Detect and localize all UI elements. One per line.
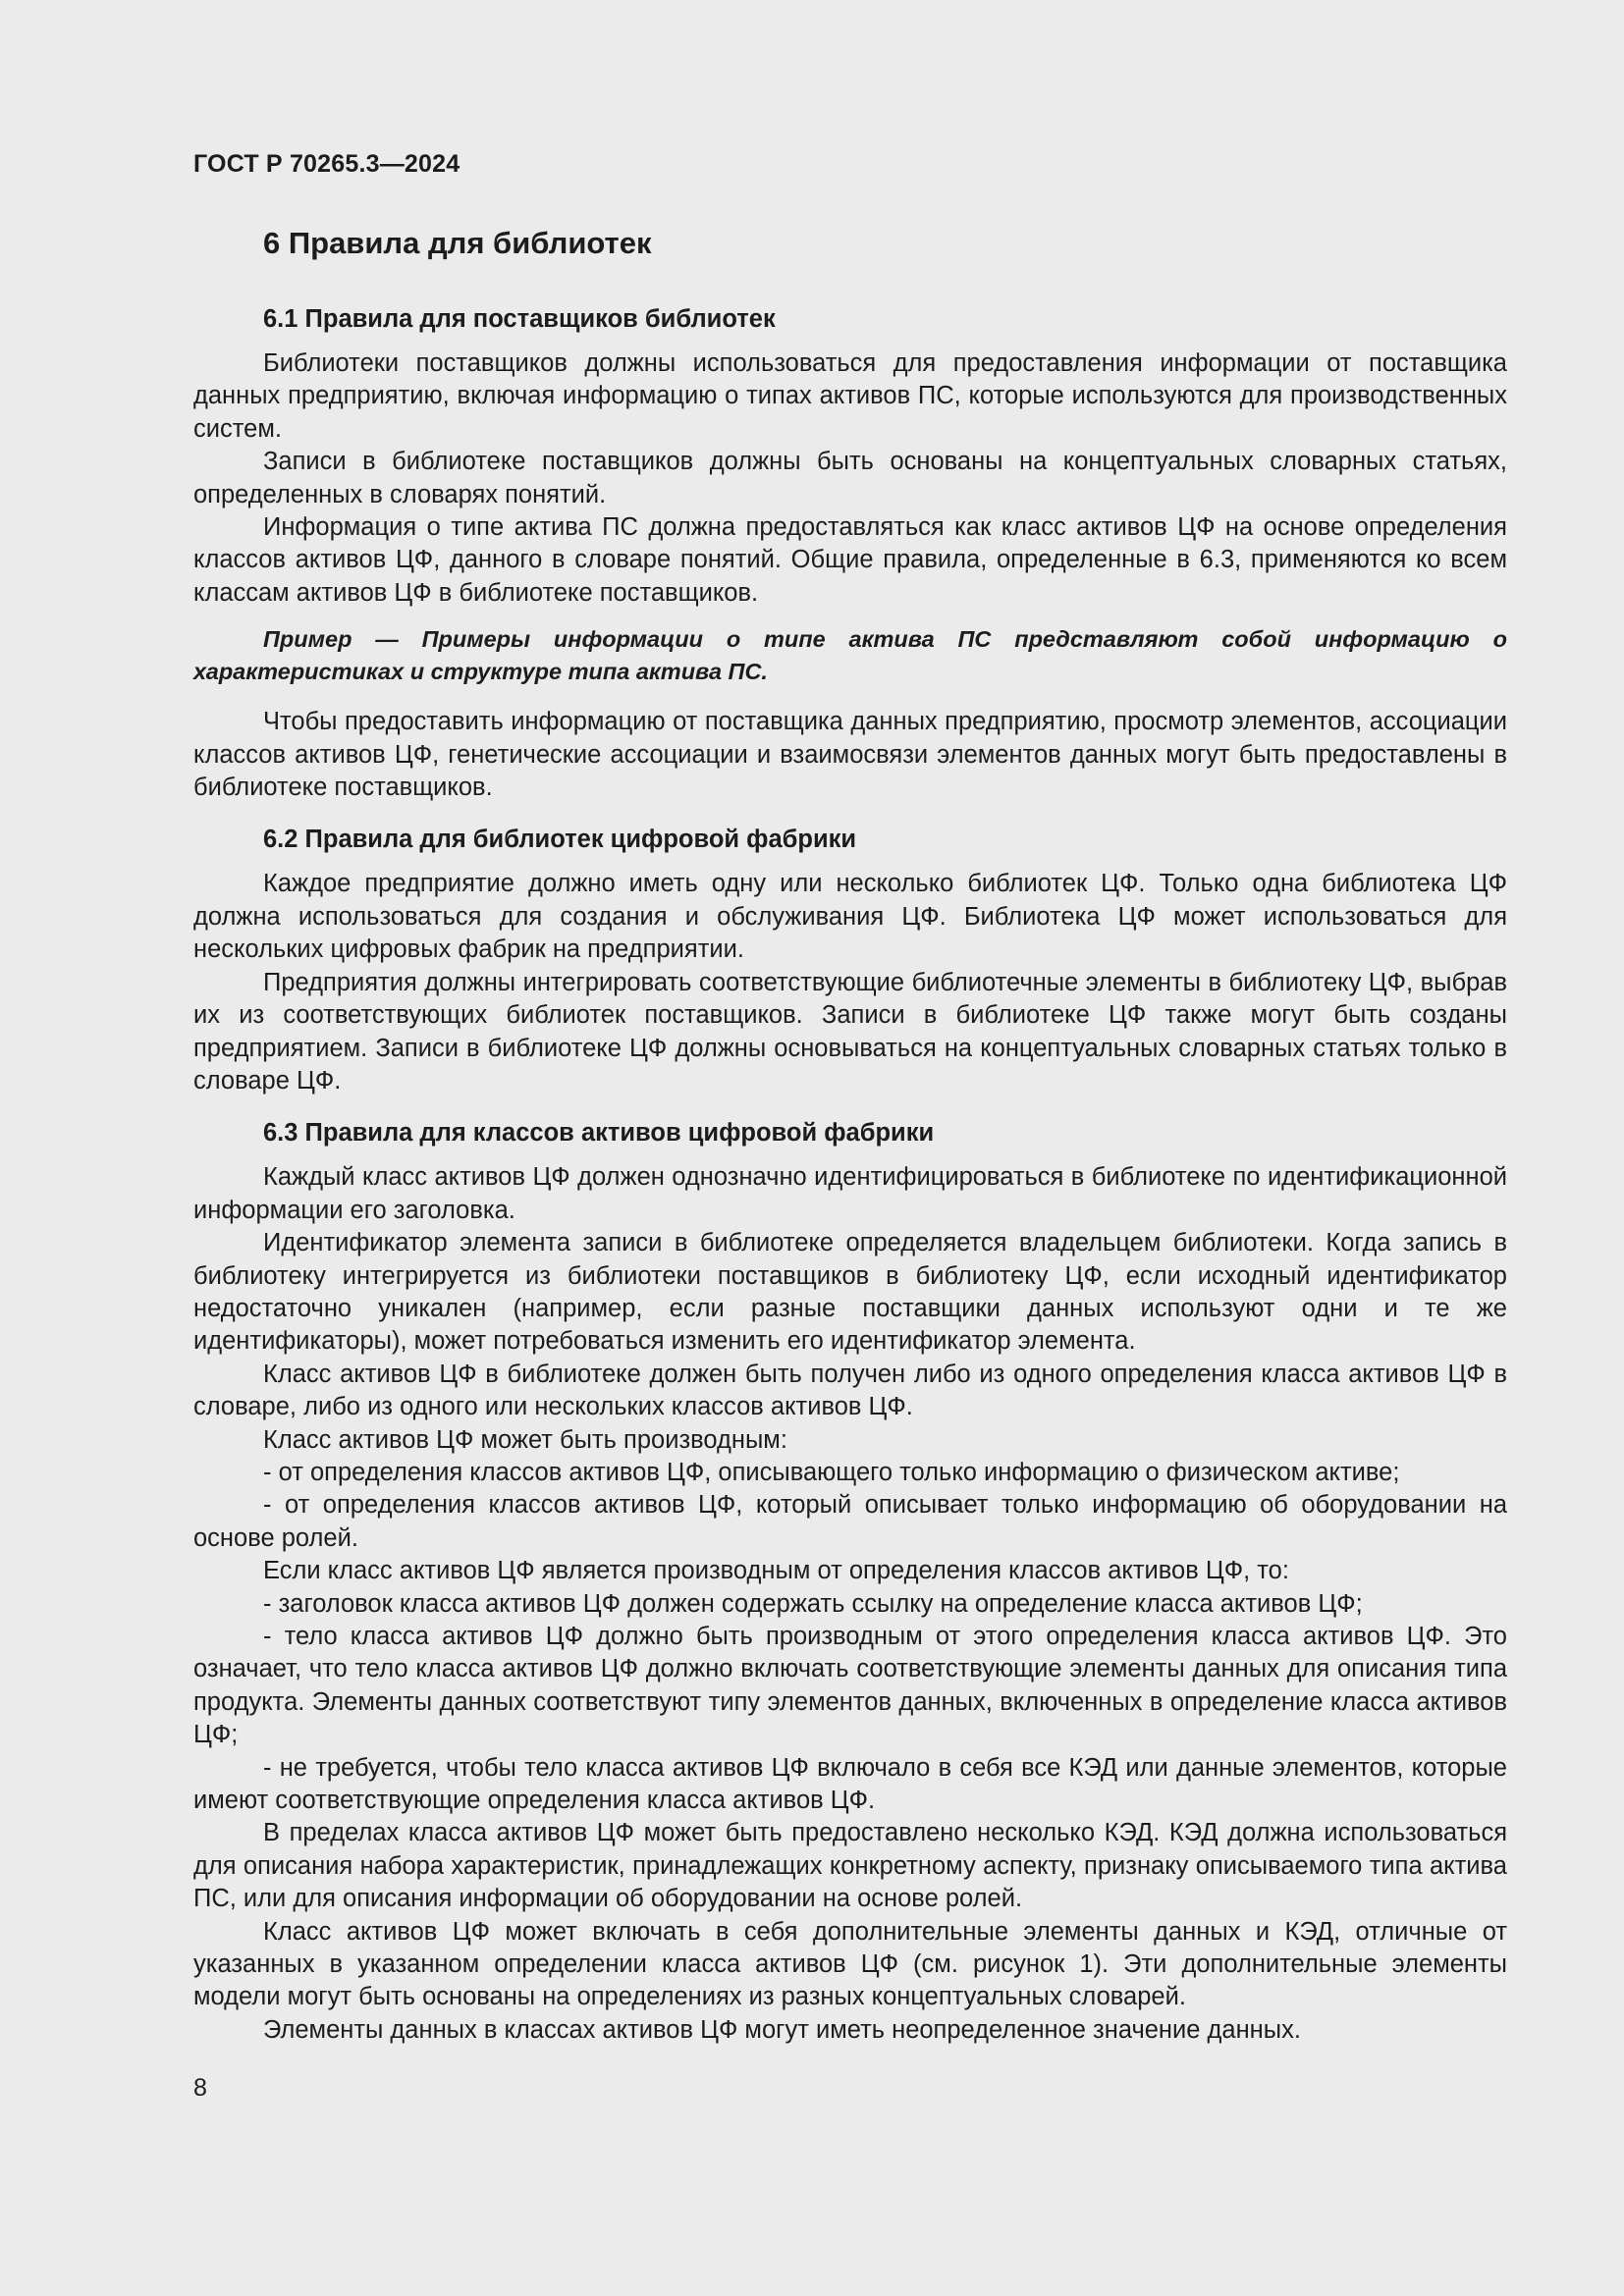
section-6-3-title: 6.3 Правила для классов активов цифровой фабрики [263,1119,935,1148]
paragraph: Идентификатор элемента записи в библиотеке определяется владельцем библиотеки. Когда запись в библиотеку интегрируется из библиотеки поставщиков в библиотеку ЦФ, если исходный идентификатор недостаточно уникален (например, если разные поставщики данных используют одни и те же идентификаторы), может потребоваться изменить его идентификатор элемента. [193,1229,1507,1356]
paragraph: Каждый класс активов ЦФ должен однозначно идентифицироваться в библиотеке по идентификационной информации его заголовка. [193,1163,1507,1224]
list-item: - от определения классов активов ЦФ, описывающего только информацию о физическом активе; [263,1458,1400,1486]
paragraph: Класс активов ЦФ в библиотеке должен быть получен либо из одного определения класса активов ЦФ в словаре, либо из одного или нескольких классов активов ЦФ. [193,1360,1507,1421]
paragraph: Класс активов ЦФ может быть производным: [263,1425,787,1454]
example-note: Пример — Примеры информации о типе актива ПС представляют собой информацию о характеристиках и структуре типа актива ПС. [193,626,1507,685]
list-item: - заголовок класса активов ЦФ должен содержать ссылку на определение класса активов ЦФ; [263,1589,1363,1618]
page-number: 8 [193,2074,207,2102]
section-6-1-title: 6.1 Правила для поставщиков библиотек [263,305,776,333]
section-6-title: 6 Правила для библиотек [263,226,652,260]
paragraph: Библиотеки поставщиков должны использоваться для предоставления информации от поставщика данных предприятию, включая информацию о типах активов ПС, которые используются для производственных систем. [193,349,1507,443]
paragraph: Записи в библиотеке поставщиков должны быть основаны на концептуальных словарных статьях, определенных в словарях понятий. [193,448,1507,508]
paragraph: Каждое предприятие должно иметь одну или несколько библиотек ЦФ. Только одна библиотека ЦФ должна использоваться для создания и обслуживания ЦФ. Библиотека ЦФ может использоваться для нескольких цифровых фабрик на предприятии. [193,870,1507,964]
page-content [193,224,1507,2047]
section-6-2-title: 6.2 Правила для библиотек цифровой фабрики [263,826,857,854]
document-page [193,0,1507,2296]
paragraph: Чтобы предоставить информацию от поставщика данных предприятию, просмотр элементов, ассоциации классов активов ЦФ, генетические ассоциации и взаимосвязи элементов данных могут быть предоставлены в библиотеке поставщиков. [193,708,1507,802]
list-item: - тело класса активов ЦФ должно быть производным от этого определения класса активов ЦФ. Это означает, что тело класса активов ЦФ должно включать соответствующие элементы данных для описания типа продукта. Элементы данных соответствуют типу элементов данных, включенных в определение класса активов ЦФ; [193,1623,1507,1749]
paragraph: Предприятия должны интегрировать соответствующие библиотечные элементы в библиотеку ЦФ, выбрав их из соответствующих библиотек поставщиков. Записи в библиотеке ЦФ также могут быть созданы предприятием. Записи в библиотеке ЦФ должны основываться на концептуальных словарных статьях только в словаре ЦФ. [193,968,1507,1095]
paragraph: Информация о типе актива ПС должна предоставляться как класс активов ЦФ на основе определения классов активов ЦФ, данного в словаре понятий. Общие правила, определенные в 6.3, применяются ко всем классам активов ЦФ в библиотеке поставщиков. [193,513,1507,607]
list-item: - от определения классов активов ЦФ, который описывает только информацию об оборудовании на основе ролей. [193,1491,1507,1552]
list-item: - не требуется, чтобы тело класса активов ЦФ включало в себя все КЭД или данные элементов, которые имеют соответствующие определения класса активов ЦФ. [193,1753,1507,1815]
paragraph: В пределах класса активов ЦФ может быть предоставлено несколько КЭД. КЭД должна использоваться для описания набора характеристик, принадлежащих конкретному аспекту, признаку описываемого типа актива ПС, или для описания информации об оборудовании на основе ролей. [193,1819,1507,1913]
paragraph: Элементы данных в классах активов ЦФ могут иметь неопределенное значение данных. [263,2015,1301,2044]
document-code-header: ГОСТ Р 70265.3—2024 [193,150,460,178]
paragraph: Класс активов ЦФ может включать в себя дополнительные элементы данных и КЭД, отличные от указанных в указанном определении класса активов ЦФ (см. рисунок 1). Эти дополнительные элементы модели могут быть основаны на определениях из разных концептуальных словарей. [193,1917,1507,2011]
paragraph: Если класс активов ЦФ является производным от определения классов активов ЦФ, то: [263,1557,1289,1585]
